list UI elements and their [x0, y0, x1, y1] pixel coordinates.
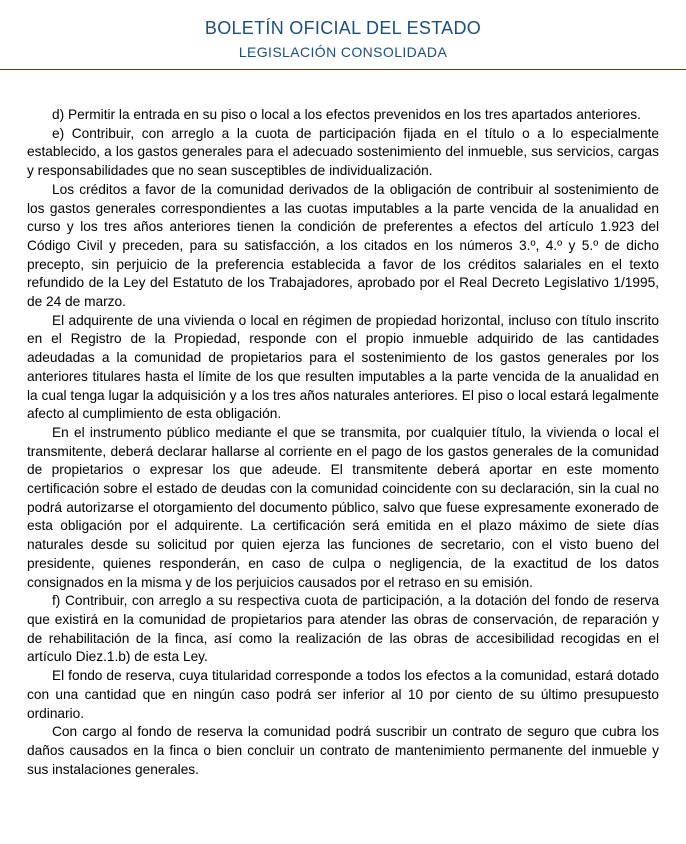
paragraph-creditos: Los créditos a favor de la comunidad derivados de la obligación de contribuir al sostenimiento de los gastos generales correspondientes a las cuotas imputables a la parte vencida de la anualidad en curso y los tres años anteriores tienen la condición de preferentes a efectos del artículo 1.923 del Código Civil y preceden, para su satisfacción, a los citados en los números 3.º, 4.º y 5.º de dicho precepto, sin perjuicio de la preferencia establecida a favor de los créditos salariales en el texto refundido de la Ley del Estatuto de los Trabajadores, aprobado por el Real Decreto Legislativo 1/1995, de 24 de marzo. — [27, 181, 659, 310]
paragraph-e: e) Contribuir, con arreglo a la cuota de participación fijada en el título o a lo especialmente establecido, a los gastos generales para el adecuado sostenimiento del inmueble, sus servicios, cargas y responsabilidades que no sean susceptibles de individualización. — [27, 125, 659, 179]
paragraph-fondo-reserva: El fondo de reserva, cuya titularidad corresponde a todos los efectos a la comunidad, estará dotado con una cantidad que en ningún caso podrá ser inferior al 10 por ciento de su último presupuesto ordinario. — [27, 668, 659, 721]
paragraph-d: d) Permitir la entrada en su piso o local a los efectos prevenidos en los tres apartados anteriores. — [52, 107, 641, 122]
paragraph-adquirente: El adquirente de una vivienda o local en régimen de propiedad horizontal, incluso con título inscrito en el Registro de la Propiedad, responde con el propio inmueble adquirido de las cantidades adeudadas a la comunidad de propietarios para el sostenimiento de los gastos generales por los anteriores titulares hasta el límite de los que resulten imputables a la parte vencida de la anualidad en la cual tenga lugar la adquisición y a los tres años naturales anteriores. El piso o local estará legalmente afecto al cumplimiento de esta obligación. — [27, 312, 659, 422]
document-header — [0, 0, 686, 70]
header-subtitle: LEGISLACIÓN CONSOLIDADA — [238, 44, 448, 60]
document-body — [27, 106, 659, 779]
header-title: BOLETÍN OFICIAL DEL ESTADO — [204, 18, 482, 38]
paragraph-seguro: Con cargo al fondo de reserva la comunidad podrá suscribir un contrato de seguro que cubra los daños causados en la finca o bien concluir un contrato de mantenimiento permanente del inmueble y sus instalaciones generales. — [27, 724, 659, 777]
paragraph-instrumento: En el instrumento público mediante el que se transmita, por cualquier título, la vivienda o local el transmitente, deberá declarar hallarse al corriente en el pago de los gastos generales de la comunidad de propietarios o expresar los que adeude. El transmitente deberá aportar en este momento certificación sobre el estado de deudas con la comunidad coincidente con su declaración, sin la cual no podrá autorizarse el otorgamiento del documento público, salvo que fuese expresamente exonerado de esta obligación por el adquirente. La certificación será emitida en el plazo máximo de siete días naturales desde su solicitud por quien ejerza las funciones de secretario, con el visto bueno del presidente, quienes responderán, en caso de culpa o negligencia, de la exactitud de los datos consignados en la misma y de los perjuicios causados por el retraso en su emisión. — [27, 424, 659, 590]
paragraph-f: f) Contribuir, con arreglo a su respectiva cuota de participación, a la dotación del fondo de reserva que existirá en la comunidad de propietarios para atender las obras de conservación, de reparación y de rehabilitación de la finca, así como la realización de las obras de accesibilidad recogidas en el artículo Diez.1.b) de esta Ley. — [27, 593, 659, 665]
header-divider — [0, 69, 686, 70]
